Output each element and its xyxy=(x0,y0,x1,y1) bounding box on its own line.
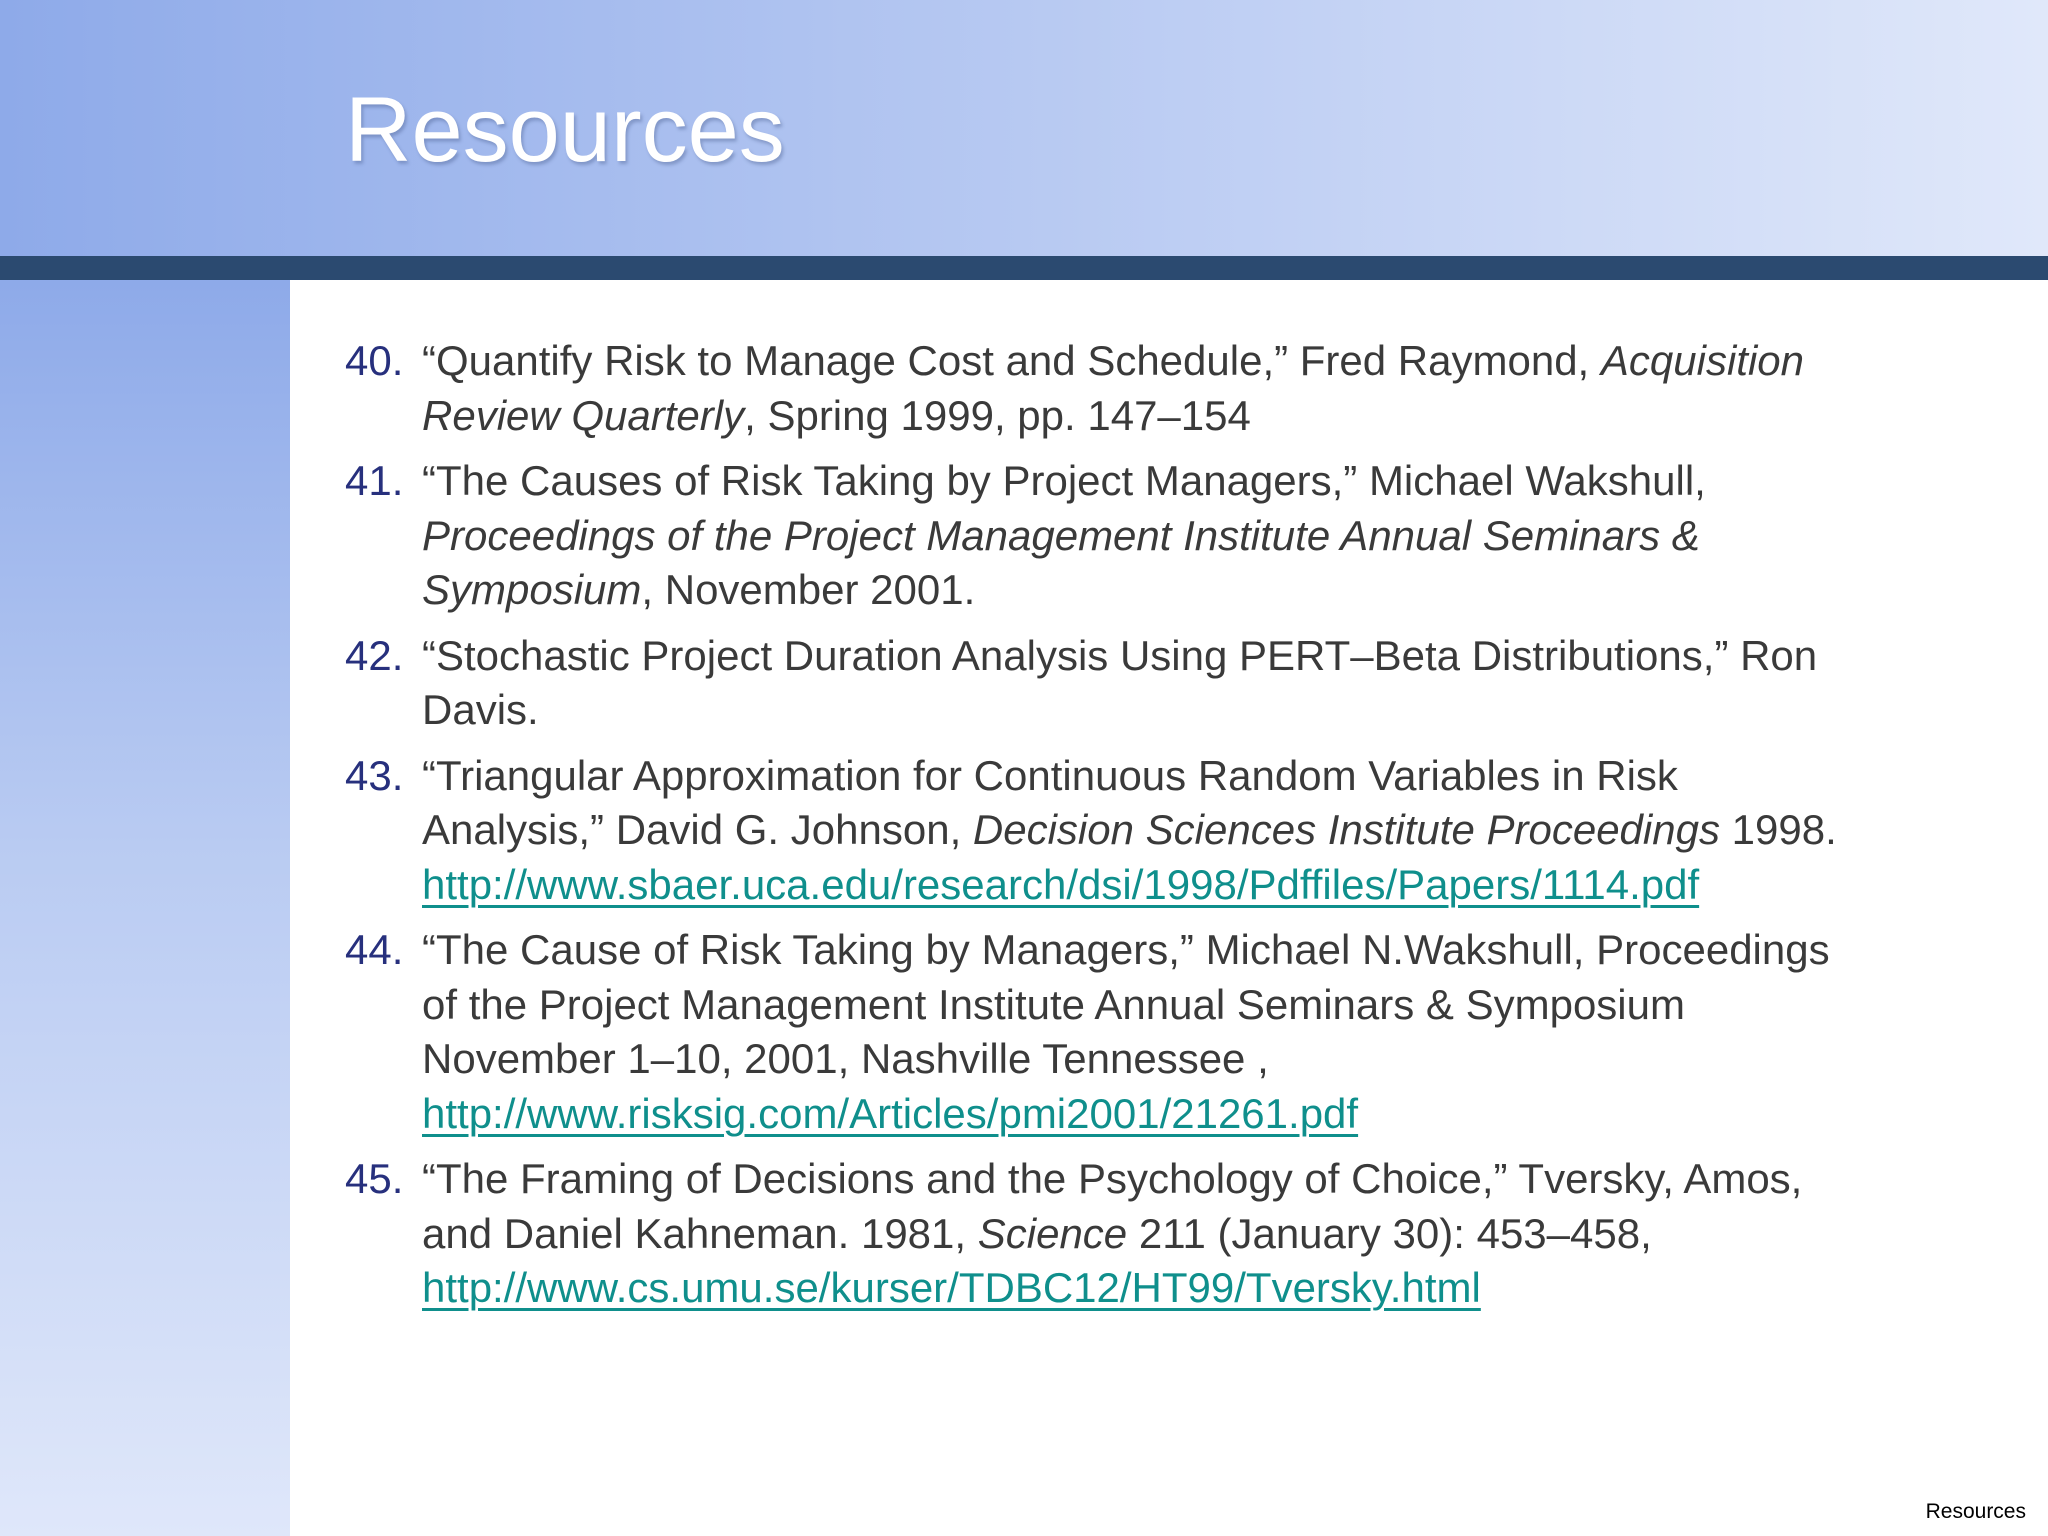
reference-text-segment: Davis. xyxy=(422,686,539,733)
reference-text xyxy=(422,334,2005,443)
reference-line xyxy=(422,1032,2005,1087)
reference-url-link[interactable]: http://www.cs.umu.se/kurser/TDBC12/HT99/Tversky.html xyxy=(422,1264,1481,1311)
reference-number: 40. xyxy=(345,337,404,384)
reference-list xyxy=(345,334,2005,1327)
reference-line xyxy=(422,749,2005,804)
journal-title: Science xyxy=(977,1209,1128,1257)
reference-text-segment: Analysis,” David G. Johnson, xyxy=(422,806,973,853)
reference-line xyxy=(422,454,2005,509)
reference-item-42 xyxy=(345,629,2005,738)
title-banner xyxy=(0,0,2048,256)
reference-number: 44. xyxy=(345,926,404,973)
reference-item-43 xyxy=(345,749,2005,913)
reference-line xyxy=(422,509,2005,564)
reference-text xyxy=(422,629,2005,738)
left-gradient-sidebar xyxy=(0,280,290,1536)
reference-item-40 xyxy=(345,334,2005,443)
reference-text-segment: “Stochastic Project Duration Analysis Using PERT–Beta Distributions,” Ron xyxy=(422,631,1818,679)
reference-line xyxy=(422,629,2005,684)
journal-title: Symposium xyxy=(422,566,642,613)
reference-text-segment: of the Project Management Institute Annual Seminars & Symposium xyxy=(422,980,1685,1028)
reference-item-45 xyxy=(345,1152,2005,1316)
reference-text-segment: and Daniel Kahneman. 1981, xyxy=(422,1209,978,1257)
reference-url-link[interactable]: http://www.sbaer.uca.edu/research/dsi/1998/Pdffiles/Papers/1114.pdf xyxy=(422,860,1700,908)
reference-line xyxy=(422,563,2005,618)
reference-text-segment: , Spring 1999, pp. 147–154 xyxy=(744,391,1251,439)
journal-title: Decision Sciences Institute Proceedings xyxy=(972,806,1720,853)
reference-line xyxy=(422,858,2005,913)
reference-line xyxy=(422,1261,2005,1316)
reference-line xyxy=(422,389,2005,444)
reference-line xyxy=(422,1207,2005,1262)
reference-text-segment: “The Framing of Decisions and the Psychology of Choice,” Tversky, Amos, xyxy=(422,1155,1803,1202)
reference-number: 42. xyxy=(345,631,404,679)
reference-line xyxy=(422,334,2005,389)
reference-text-segment: “The Causes of Risk Taking by Project Managers,” Michael Wakshull, xyxy=(422,457,1706,504)
reference-text-segment: “The Cause of Risk Taking by Managers,” Michael N.Wakshull, Proceedings xyxy=(422,926,1830,973)
reference-line xyxy=(422,1152,2005,1207)
reference-line xyxy=(422,1087,2005,1142)
reference-item-44 xyxy=(345,923,2005,1141)
reference-line xyxy=(422,803,2005,858)
journal-title: Review Quarterly xyxy=(422,391,745,439)
reference-number: 41. xyxy=(345,457,404,504)
reference-text-segment: 211 (January 30): 453–458, xyxy=(1127,1209,1652,1257)
reference-text-segment: “Quantify Risk to Manage Cost and Schedule,” Fred Raymond, xyxy=(422,337,1601,384)
reference-text-segment: 1998. xyxy=(1719,806,1837,853)
reference-number: 43. xyxy=(345,751,404,799)
header-divider-bar xyxy=(0,256,2048,280)
journal-title: Acquisition xyxy=(1600,337,1805,384)
reference-text-segment: , November 2001. xyxy=(641,566,976,613)
reference-text xyxy=(422,454,2005,618)
slide-title: Resources xyxy=(345,79,785,181)
reference-item-41 xyxy=(345,454,2005,618)
reference-number: 45. xyxy=(345,1155,404,1202)
reference-url-link[interactable]: http://www.risksig.com/Articles/pmi2001/21261.pdf xyxy=(422,1089,1359,1137)
reference-line xyxy=(422,683,2005,738)
reference-line xyxy=(422,923,2005,978)
reference-text xyxy=(422,923,2005,1141)
reference-text xyxy=(422,1152,2005,1316)
reference-text-segment: “Triangular Approximation for Continuous Random Variables in Risk xyxy=(422,751,1678,799)
reference-text-segment: November 1–10, 2001, Nashville Tennessee , xyxy=(422,1035,1269,1082)
reference-line xyxy=(422,978,2005,1033)
journal-title: Proceedings of the Project Management Institute Annual Seminars & xyxy=(422,511,1700,559)
slide-footer: Resources xyxy=(1925,1500,2026,1523)
reference-text xyxy=(422,749,2005,913)
